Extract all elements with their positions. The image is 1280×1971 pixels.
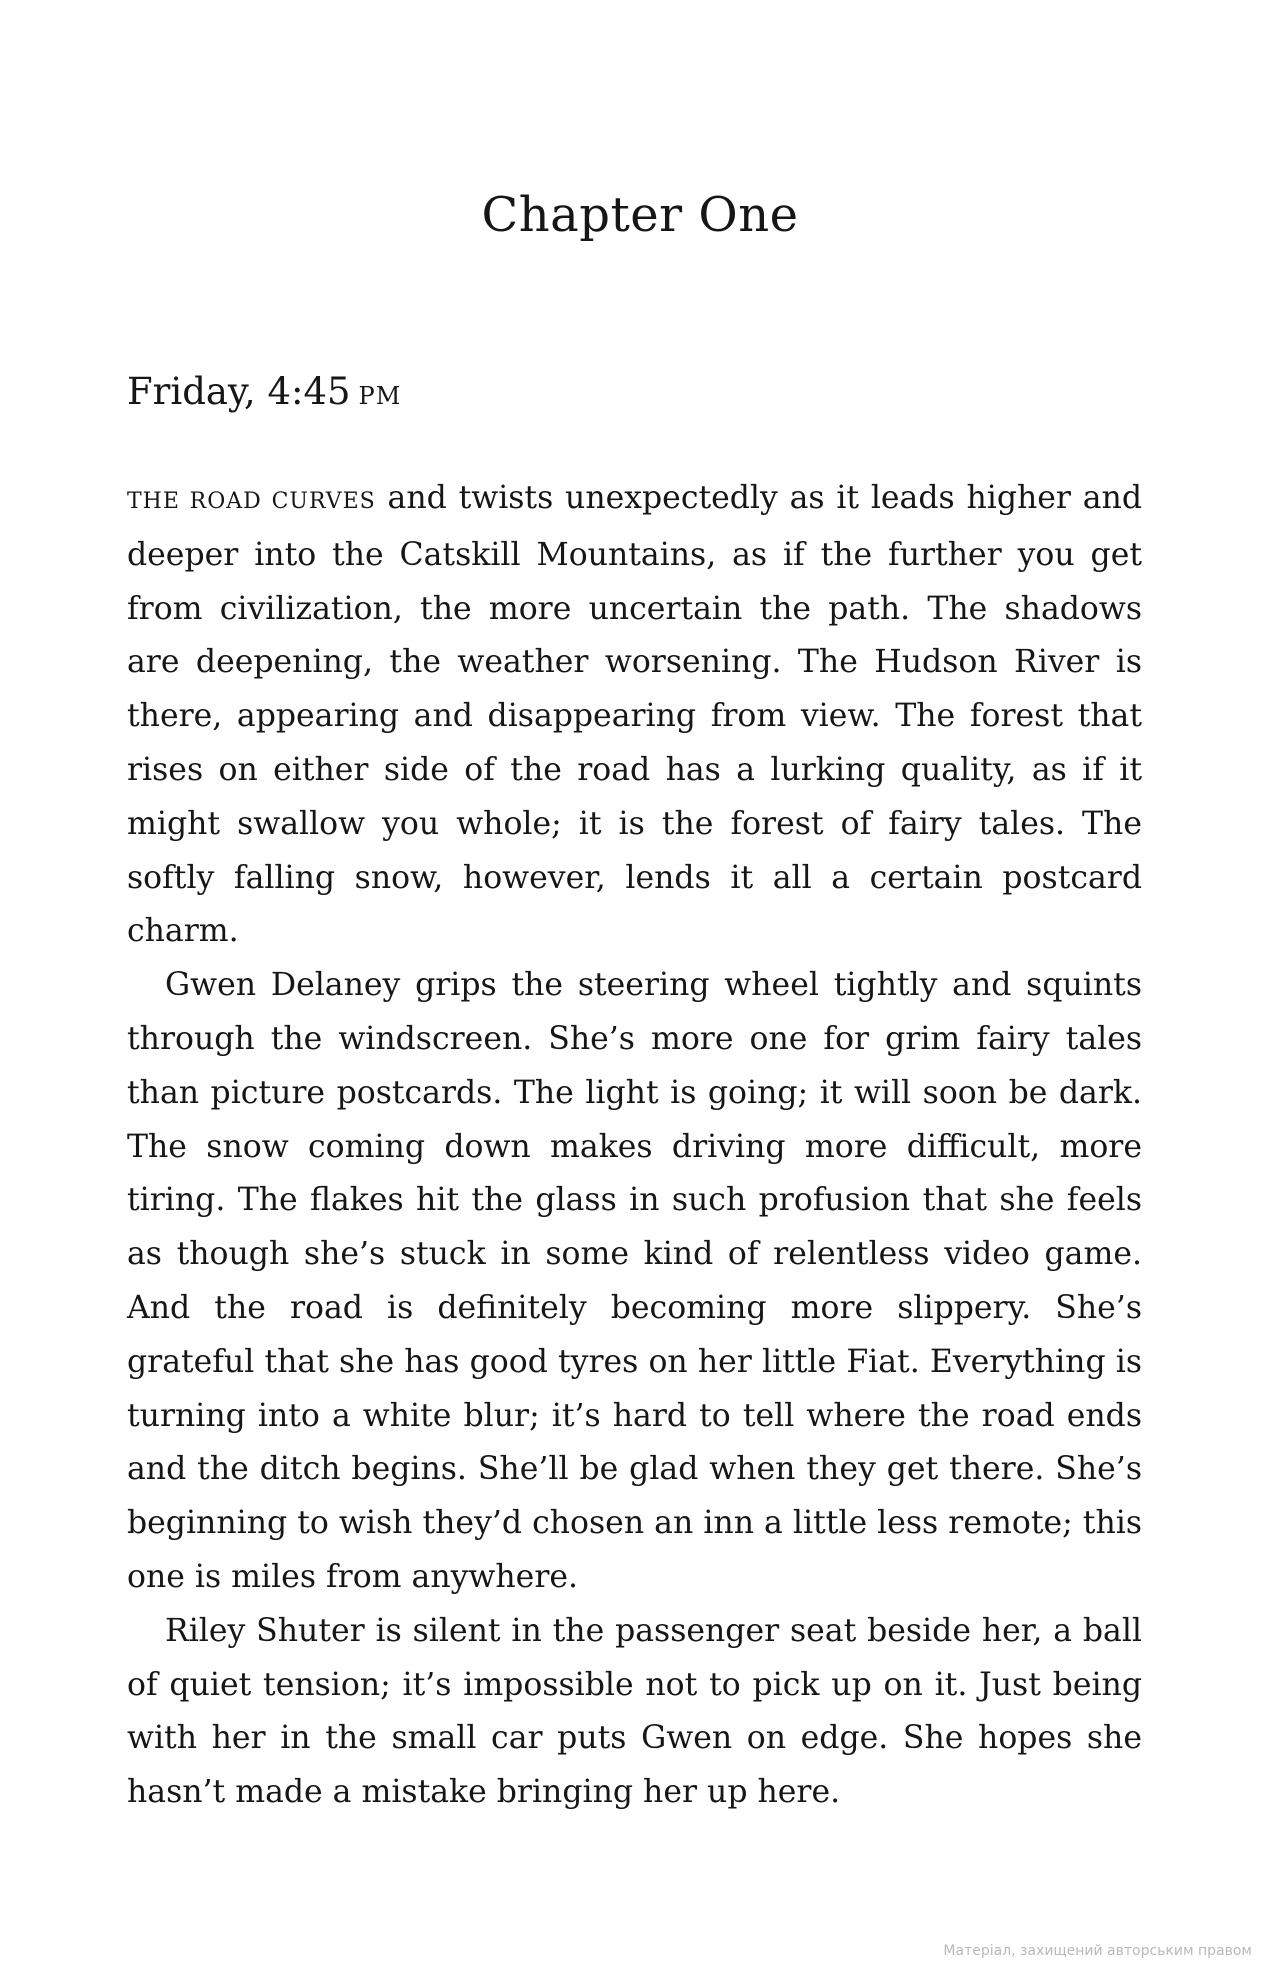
chapter-body (127, 472, 1142, 1820)
dateline (127, 368, 401, 420)
paragraph-2: Gwen Delaney grips the steering wheel tightly and squints through the windscreen. She’s more one for grim fairy tales than picture postcards. The light is going; it will soon be dark. The snow coming down makes driving more difficult, more tiring. The flakes hit the glass in such profusion that she feels as though she’s stuck in some kind of relentless video game. And the road is definitely becoming more slippery. She’s grateful that she has good tyres on her little Fiat. Everything is turning into a white blur; it’s hard to tell where the road ends and the ditch begins. She’ll be glad when they get there. She’s beginning to wish they’d chosen an inn a little less remote; this one is miles from anywhere. (127, 967, 1142, 1595)
dateline-day-time: Friday, 4:45 (127, 370, 351, 413)
paragraph-3: Riley Shuter is silent in the passenger seat beside her, a ball of quiet tension; it’s impossible not to pick up on it. Just being with her in the small car puts Gwen on edge. She hopes she hasn’t made a mistake bringing her up here. (127, 1612, 1142, 1811)
dateline-meridiem: PM (358, 382, 402, 410)
chapter-title: Chapter One (481, 187, 799, 243)
paragraph-1-text: and twists unexpectedly as it leads higher and deeper into the Catskill Mountains, as if the further you get from civilization, the more uncertain the path. The shadows are deepening, the weather worsening. The Hudson River is there, appearing and disappearing from view. The forest that rises on either side of the road has a lurking quality, as if it might swallow you whole; it is the forest of fairy tales. The softly falling snow, however, lends it all a certain postcard charm. (127, 480, 1142, 950)
paragraph-lead-in: THE ROAD CURVES (127, 489, 376, 514)
paragraph-1 (127, 472, 1142, 959)
copyright-watermark: Матеріал, захищений авторським правом (943, 1943, 1252, 1959)
